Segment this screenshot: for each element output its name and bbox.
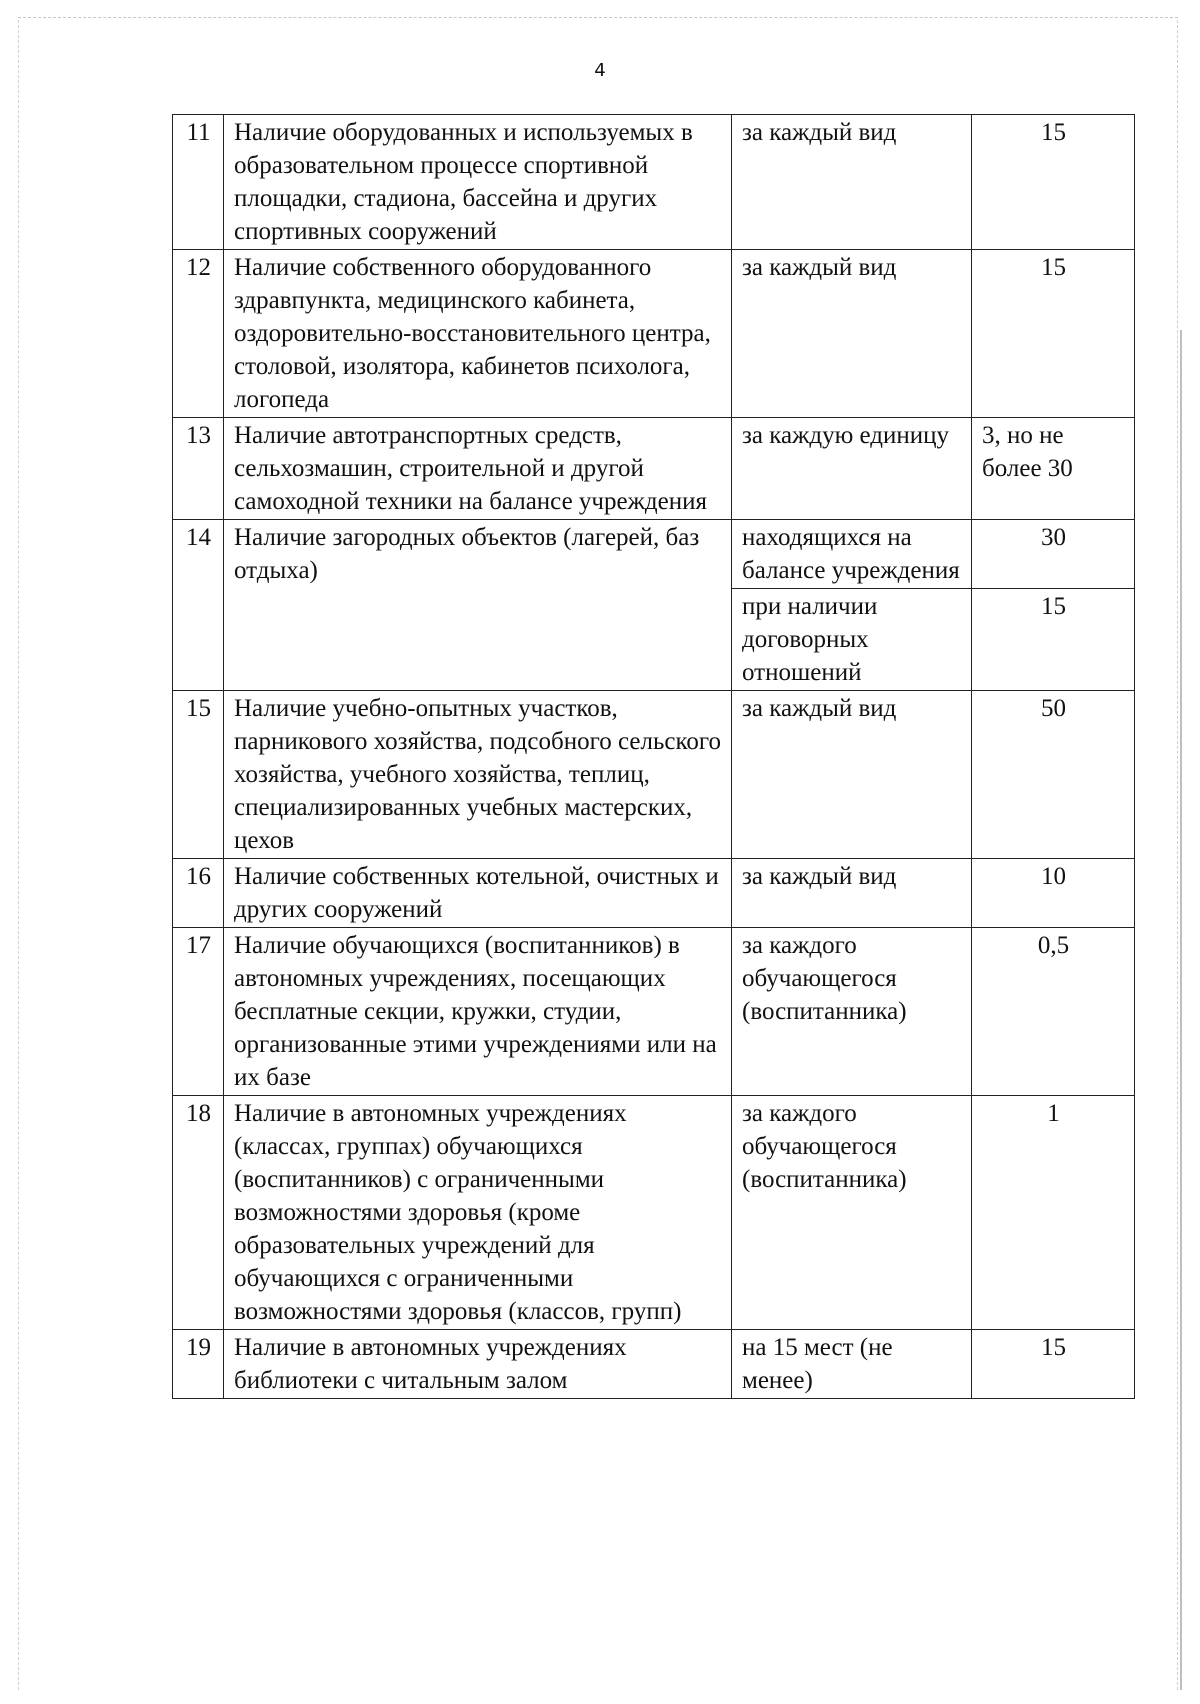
criterion-unit: за каждый вид — [732, 250, 972, 418]
table-row — [173, 859, 1135, 928]
criterion-points: 1 — [972, 1096, 1135, 1330]
criterion-points: 15 — [972, 250, 1135, 418]
table-row — [173, 520, 1135, 589]
criterion-unit: за каждый вид — [732, 115, 972, 250]
criterion-points: 3, но не более 30 — [972, 418, 1135, 520]
scan-edge-right-dark — [1180, 330, 1182, 1690]
table-row — [173, 1096, 1135, 1330]
criterion-unit: находящихся на балансе учреждения — [732, 520, 972, 589]
criterion-name: Наличие собственных котельной, очистных и других сооружений — [224, 859, 732, 928]
table-row — [173, 418, 1135, 520]
row-number: 17 — [173, 928, 224, 1096]
criterion-points: 15 — [972, 115, 1135, 250]
row-number: 16 — [173, 859, 224, 928]
table-row — [173, 928, 1135, 1096]
criterion-points: 15 — [972, 589, 1135, 691]
criterion-name: Наличие обучающихся (воспитанников) в автономных учреждениях, посещающих бесплатные секции, кружки, студии, организованные этими учреждениями или на их базе — [224, 928, 732, 1096]
criterion-unit: за каждого обучающегося (воспитанника) — [732, 1096, 972, 1330]
criterion-name: Наличие собственного оборудованного здравпункта, медицинского кабинета, оздоровительно-восстановительного центра, столовой, изолятора, кабинетов психолога, логопеда — [224, 250, 732, 418]
criterion-name: Наличие в автономных учреждениях библиотеки с читальным залом — [224, 1330, 732, 1399]
row-number: 14 — [173, 520, 224, 691]
criterion-name: Наличие автотранспортных средств, сельхозмашин, строительной и другой самоходной техники на балансе учреждения — [224, 418, 732, 520]
criterion-points: 50 — [972, 691, 1135, 859]
criterion-unit: за каждый вид — [732, 859, 972, 928]
criterion-unit: за каждую единицу — [732, 418, 972, 520]
criterion-unit: при наличии договорных отношений — [732, 589, 972, 691]
scan-edge-top — [18, 17, 1178, 18]
criterion-unit: на 15 мест (не менее) — [732, 1330, 972, 1399]
criterion-name: Наличие загородных объектов (лагерей, баз отдыха) — [224, 520, 732, 691]
criterion-points: 15 — [972, 1330, 1135, 1399]
scan-edge-right — [1177, 20, 1178, 1690]
criterion-points: 30 — [972, 520, 1135, 589]
table-row — [173, 691, 1135, 859]
row-number: 13 — [173, 418, 224, 520]
criterion-name: Наличие учебно-опытных участков, парникового хозяйства, подсобного сельского хозяйства, учебного хозяйства, теплиц, специализированных учебных мастерских, цехов — [224, 691, 732, 859]
row-number: 19 — [173, 1330, 224, 1399]
table-row — [173, 1330, 1135, 1399]
criterion-name: Наличие в автономных учреждениях (классах, группах) обучающихся (воспитанников) с ограниченными возможностями здоровья (кроме образовательных учреждений для обучающихся с ограниченными возможностями здоровья (классов, групп) — [224, 1096, 732, 1330]
row-number: 11 — [173, 115, 224, 250]
criterion-unit: за каждого обучающегося (воспитанника) — [732, 928, 972, 1096]
criterion-points: 0,5 — [972, 928, 1135, 1096]
table-row — [173, 115, 1135, 250]
criterion-points: 10 — [972, 859, 1135, 928]
criterion-name: Наличие оборудованных и используемых в образовательном процессе спортивной площадки, стадиона, бассейна и других спортивных сооружений — [224, 115, 732, 250]
row-number: 12 — [173, 250, 224, 418]
row-number: 18 — [173, 1096, 224, 1330]
criterion-unit: за каждый вид — [732, 691, 972, 859]
page-number: 4 — [594, 60, 606, 81]
criteria-table — [172, 114, 1135, 1399]
table-row — [173, 250, 1135, 418]
row-number: 15 — [173, 691, 224, 859]
scan-edge-left — [18, 20, 19, 1690]
